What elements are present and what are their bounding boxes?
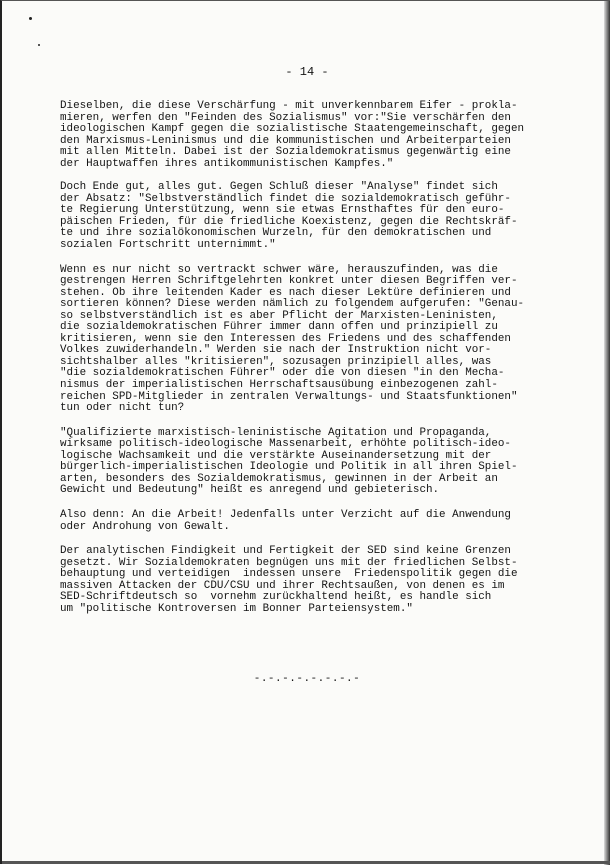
page-number: - 14 - bbox=[285, 65, 329, 79]
paragraph-4: "Qualifizierte marxistisch-leninistische Agitation und Propaganda, wirksame politisch-ideologische Massenarbeit, erhöhte politisch-ideo- logische Wachsamkeit und die verstärkte Auseinandersetzung mit der bürgerlich-imperialistischen Ideologie und Politik in all ihren Spiel- arten, besonders des Sozialdemokratismus, gewinnen in der Arbeit an Gewicht und Bedeutung" heißt es anregend und gebieterisch. bbox=[60, 426, 518, 497]
scan-edge-right bbox=[604, 1, 610, 865]
paragraph-5: Also denn: An die Arbeit! Jedenfalls unter Verzicht auf die Anwendung oder Androhung von Gewalt. bbox=[60, 508, 511, 533]
paragraph-3: Wenn es nur nicht so vertrackt schwer wäre, herauszufinden, was die gestrengen Herren Schriftgelehrten konkret unter diesen Begriffen ver- stehen. Ob ihre leitenden Kader es nach dieser Lektüre definieren und sortieren können? Diese werden nämlich zu folgendem aufgerufen: "Genau- so selbstverständlich ist es aber Pflicht der Marxisten-Leninisten, die sozialdemokratischen Führer immer dann offen und prinzipiell zu kritisieren, wenn sie den Interessen des Friedens und des schaffenden Volkes zuwiderhandeln." Werden sie nach der Instruktion nicht vor- sichtshalber alles "kritisieren", sozusagen prinzipiell alles, was "die sozialdemokratischen Führer" oder die von diesen "in den Mecha- nismus der imperialistischen Herrschaftsausübung einbezogenen zahl- reichen SPD-Mitglieder in zentralen Verwaltungs- und Staatsfunktionen" tun oder nicht tun? bbox=[60, 263, 525, 415]
document-body bbox=[60, 101, 570, 615]
scan-speck bbox=[38, 44, 40, 46]
end-separator: -.-.-.-.-.-.-.- bbox=[253, 673, 361, 685]
scan-speck bbox=[29, 17, 32, 20]
paragraph-2: Doch Ende gut, alles gut. Gegen Schluß dieser "Analyse" findet sich der Absatz: "Selbstverständlich findet die sozialdemokratisch geführ- te Regierung Unterstützung, wenn sie etwas Ernsthaftes für den euro- päischen Frieden, für die friedliche Koexistenz, gegen die Rechtskräf- te und ihre sozialökonomischen Wurzeln, für den demokratischen und sozialen Fortschritt unternimmt." bbox=[60, 181, 518, 252]
paragraph-6: Der analytischen Findigkeit und Fertigkeit der SED sind keine Grenzen gesetzt. Wir Sozialdemokraten begnügen uns mit der friedlichen Selbst- behauptung und verteidigen indessen unsere Friedenspolitik gegen die massiven Attacken der CDU/CSU und ihrer Rechtsaußen, von denen es im SED-Schriftdeutsch so vornehm zurückhaltend heißt, es handle sich um "politische Kontroversen im Bonner Parteiensystem." bbox=[60, 545, 518, 615]
paragraph-1: Dieselben, die diese Verschärfung - mit unverkennbarem Eifer - prokla- mieren, werfen den "Feinden des Sozialismus" vor:"Sie verschärfen den ideologischen Kampf gegen die sozialistische Staatengemeinschaft, gegen den Marxismus-Leninismus und die kommunistischen und Arbeiterparteien mit allen Mitteln. Dabei ist der Sozialdemokratismus gegenwärtig eine der Hauptwaffen ihres antikommunistischen Kampfes." bbox=[60, 100, 525, 170]
